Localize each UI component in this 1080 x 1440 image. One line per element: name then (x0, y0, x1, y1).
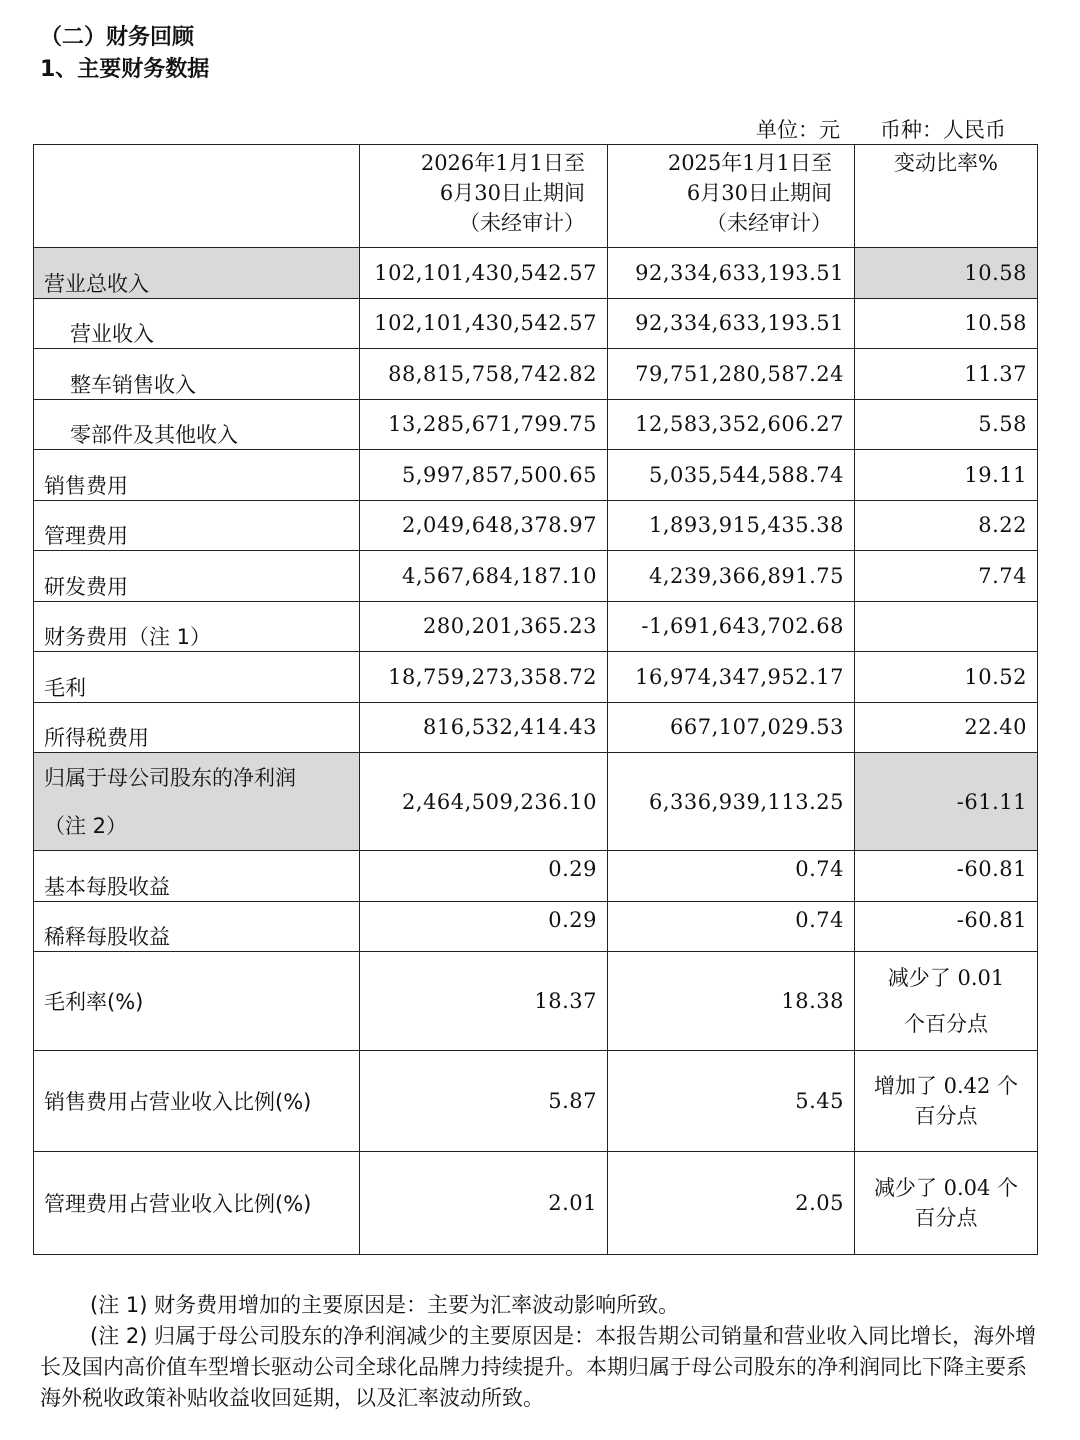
row-current-value: 13,285,671,799.75 (360, 399, 608, 450)
row-prior-value: 5,035,544,588.74 (608, 450, 855, 501)
row-prior-value: 92,334,633,193.51 (608, 298, 855, 349)
row-current-value: 2.01 (360, 1152, 608, 1255)
header-prior-line1: 2025年1月1日至 (667, 151, 832, 175)
row-label-line2: （注 2） (44, 813, 128, 838)
row-label: 基本每股收益 (34, 851, 360, 902)
header-current-period (360, 145, 608, 248)
row-label: 销售费用 (34, 450, 360, 501)
header-current-line3: （未经审计） (459, 211, 585, 235)
row-label: 毛利率(%) (34, 952, 360, 1051)
row-change-value: 22.40 (855, 702, 1038, 753)
table-row (34, 349, 1038, 400)
row-current-value: 2,464,509,236.10 (360, 753, 608, 851)
row-current-value: 102,101,430,542.57 (360, 248, 608, 299)
row-current-value: 4,567,684,187.10 (360, 551, 608, 602)
table-row (34, 1051, 1038, 1152)
row-change-text (855, 1051, 1038, 1152)
table-row (34, 551, 1038, 602)
row-current-value: 102,101,430,542.57 (360, 298, 608, 349)
table-row (34, 248, 1038, 299)
row-label: 所得税费用 (34, 702, 360, 753)
row-prior-value: 1,893,915,435.38 (608, 500, 855, 551)
row-label: 稀释每股收益 (34, 901, 360, 952)
row-current-value: 5.87 (360, 1051, 608, 1152)
row-current-value: 0.29 (360, 901, 608, 952)
table-row (34, 399, 1038, 450)
row-label: 整车销售收入 (34, 349, 360, 400)
row-label: 管理费用占营业收入比例(%) (34, 1152, 360, 1255)
row-prior-value: 18.38 (608, 952, 855, 1051)
unit-line (716, 114, 1006, 144)
header-prior-line2: 6月30日止期间 (686, 181, 832, 205)
row-change-value: 19.11 (855, 450, 1038, 501)
table-row (34, 702, 1038, 753)
row-change-line1: 增加了 0.42 个 (873, 1074, 1019, 1098)
row-change-value: 8.22 (855, 500, 1038, 551)
row-current-value: 18,759,273,358.72 (360, 652, 608, 703)
financial-data-table (33, 144, 1038, 1255)
row-prior-value: 16,974,347,952.17 (608, 652, 855, 703)
row-label: 财务费用（注 1） (34, 601, 360, 652)
row-change-value: -60.81 (855, 901, 1038, 952)
table-row (34, 901, 1038, 952)
table-row (34, 601, 1038, 652)
row-prior-value: -1,691,643,702.68 (608, 601, 855, 652)
table-row (34, 753, 1038, 851)
row-change-value: 11.37 (855, 349, 1038, 400)
row-change-line1: 减少了 0.04 个 (873, 1176, 1019, 1200)
table-row (34, 298, 1038, 349)
table-row (34, 952, 1038, 1051)
row-change-value (855, 601, 1038, 652)
row-current-value: 88,815,758,742.82 (360, 349, 608, 400)
header-change-rate: 变动比率% (855, 145, 1038, 248)
table-row (34, 851, 1038, 902)
section-title: （二）财务回顾 (40, 25, 195, 50)
row-prior-value: 4,239,366,891.75 (608, 551, 855, 602)
header-prior-period (608, 145, 855, 248)
table-row (34, 450, 1038, 501)
row-current-value: 2,049,648,378.97 (360, 500, 608, 551)
header-prior-line3: （未经审计） (706, 211, 832, 235)
row-change-value: 10.52 (855, 652, 1038, 703)
row-label: 管理费用 (34, 500, 360, 551)
unit-label: 单位：元 (756, 118, 840, 142)
row-change-value: -61.11 (855, 753, 1038, 851)
row-change-line1: 减少了 0.01 (887, 966, 1005, 990)
subsection-title: 1、主要财务数据 (40, 57, 210, 82)
row-change-value: 10.58 (855, 248, 1038, 299)
row-current-value: 816,532,414.43 (360, 702, 608, 753)
table-header-row (34, 145, 1038, 248)
row-current-value: 5,997,857,500.65 (360, 450, 608, 501)
row-prior-value: 5.45 (608, 1051, 855, 1152)
header-current-line1: 2026年1月1日至 (420, 151, 585, 175)
row-current-value: 18.37 (360, 952, 608, 1051)
row-label: 毛利 (34, 652, 360, 703)
row-change-text (855, 1152, 1038, 1255)
row-label (34, 753, 360, 851)
table-row (34, 500, 1038, 551)
row-change-text (855, 952, 1038, 1051)
row-prior-value: 79,751,280,587.24 (608, 349, 855, 400)
header-current-line2: 6月30日止期间 (439, 181, 585, 205)
row-change-line2: 个百分点 (904, 1012, 988, 1036)
row-label: 研发费用 (34, 551, 360, 602)
row-current-value: 0.29 (360, 851, 608, 902)
row-prior-value: 0.74 (608, 851, 855, 902)
row-prior-value: 2.05 (608, 1152, 855, 1255)
row-current-value: 280,201,365.23 (360, 601, 608, 652)
header-blank-cell (34, 145, 360, 248)
row-change-line2: 百分点 (914, 1206, 978, 1230)
row-change-value: 7.74 (855, 551, 1038, 602)
row-label: 营业收入 (34, 298, 360, 349)
row-label-line1: 归属于母公司股东的净利润 (44, 765, 296, 790)
row-change-value: -60.81 (855, 851, 1038, 902)
table-row (34, 652, 1038, 703)
row-prior-value: 667,107,029.53 (608, 702, 855, 753)
row-label: 销售费用占营业收入比例(%) (34, 1051, 360, 1152)
row-prior-value: 12,583,352,606.27 (608, 399, 855, 450)
note-2: (注 2) 归属于母公司股东的净利润减少的主要原因是：本报告期公司销量和营业收入同比增长，海外增长及国内高价值车型增长驱动公司全球化品牌力持续提升。本期归属于母公司股东的净利润同比下降主要系海外税收政策补贴收益收回延期，以及汇率波动所致。 (40, 1324, 1037, 1410)
row-prior-value: 6,336,939,113.25 (608, 753, 855, 851)
table-row (34, 1152, 1038, 1255)
row-change-line2: 百分点 (914, 1104, 978, 1128)
currency-label: 币种：人民币 (880, 118, 1006, 142)
row-change-value: 10.58 (855, 298, 1038, 349)
row-label: 营业总收入 (34, 248, 360, 299)
note-1: (注 1) 财务费用增加的主要原因是：主要为汇率波动影响所致。 (90, 1293, 680, 1317)
row-prior-value: 92,334,633,193.51 (608, 248, 855, 299)
row-change-value: 5.58 (855, 399, 1038, 450)
row-label: 零部件及其他收入 (34, 399, 360, 450)
row-prior-value: 0.74 (608, 901, 855, 952)
